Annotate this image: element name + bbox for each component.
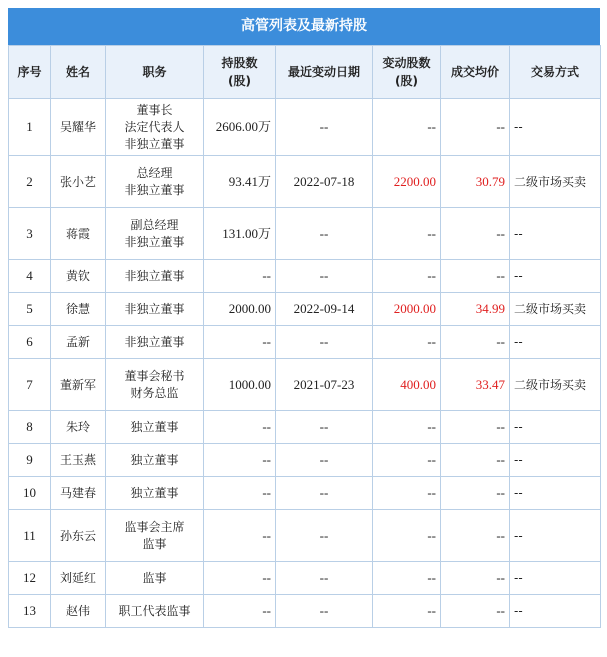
cell-method: --: [510, 477, 601, 510]
header-name: 姓名: [51, 46, 106, 99]
cell-name: 吴耀华: [51, 99, 106, 156]
executives-table: [8, 45, 601, 628]
position-line: 独立董事: [130, 485, 179, 500]
header-change: 变动股数 (股): [373, 46, 441, 99]
cell-position: [106, 326, 204, 359]
cell-method: 二级市场买卖: [510, 359, 601, 411]
table-row: [9, 156, 601, 208]
table-row: [9, 595, 601, 628]
position-line: 非独立董事: [124, 234, 185, 249]
cell-date: --: [276, 477, 373, 510]
cell-date: --: [276, 562, 373, 595]
cell-shares: --: [204, 326, 276, 359]
cell-position: [106, 359, 204, 411]
table-row: [9, 359, 601, 411]
position-line: 非独立董事: [124, 136, 185, 151]
cell-date: --: [276, 595, 373, 628]
cell-date: --: [276, 326, 373, 359]
cell-change: --: [373, 595, 441, 628]
position-line: 副总经理: [130, 217, 179, 232]
cell-no: 5: [9, 293, 51, 326]
cell-position: [106, 444, 204, 477]
cell-change: --: [373, 208, 441, 260]
cell-no: 12: [9, 562, 51, 595]
cell-shares: 93.41万: [204, 156, 276, 208]
position-line: 非独立董事: [124, 182, 185, 197]
cell-change: --: [373, 562, 441, 595]
header-shares: 持股数 (股): [204, 46, 276, 99]
cell-method: --: [510, 411, 601, 444]
holdings-panel: [8, 8, 600, 628]
cell-shares: --: [204, 477, 276, 510]
cell-shares: --: [204, 411, 276, 444]
table-row: [9, 208, 601, 260]
table-row: [9, 326, 601, 359]
cell-price: --: [441, 411, 510, 444]
cell-shares: 2000.00: [204, 293, 276, 326]
cell-date: --: [276, 99, 373, 156]
cell-shares: 1000.00: [204, 359, 276, 411]
cell-position: [106, 99, 204, 156]
cell-shares: --: [204, 595, 276, 628]
cell-name: 孟新: [51, 326, 106, 359]
cell-change: 2200.00: [373, 156, 441, 208]
table-row: [9, 411, 601, 444]
cell-position: [106, 411, 204, 444]
cell-no: 9: [9, 444, 51, 477]
position-line: 独立董事: [130, 419, 179, 434]
cell-name: 张小艺: [51, 156, 106, 208]
position-line: 监事: [142, 536, 167, 551]
cell-date: --: [276, 260, 373, 293]
cell-price: --: [441, 595, 510, 628]
cell-no: 4: [9, 260, 51, 293]
position-line: 董事会秘书: [124, 368, 185, 383]
cell-no: 3: [9, 208, 51, 260]
cell-date: --: [276, 411, 373, 444]
cell-price: --: [441, 99, 510, 156]
cell-price: --: [441, 510, 510, 562]
cell-no: 8: [9, 411, 51, 444]
cell-shares: --: [204, 510, 276, 562]
position-line: 职工代表监事: [118, 603, 191, 618]
cell-price: --: [441, 260, 510, 293]
cell-price: --: [441, 326, 510, 359]
cell-shares: --: [204, 562, 276, 595]
cell-price: --: [441, 562, 510, 595]
cell-name: 赵伟: [51, 595, 106, 628]
cell-price: --: [441, 444, 510, 477]
cell-method: --: [510, 99, 601, 156]
cell-position: [106, 260, 204, 293]
position-line: 监事: [142, 570, 167, 585]
table-row: [9, 562, 601, 595]
cell-no: 1: [9, 99, 51, 156]
cell-shares: 131.00万: [204, 208, 276, 260]
cell-name: 孙东云: [51, 510, 106, 562]
cell-no: 2: [9, 156, 51, 208]
header-method: 交易方式: [510, 46, 601, 99]
position-line: 非独立董事: [124, 334, 185, 349]
cell-position: [106, 562, 204, 595]
position-line: 非独立董事: [124, 268, 185, 283]
cell-position: [106, 477, 204, 510]
cell-change: 400.00: [373, 359, 441, 411]
cell-method: 二级市场买卖: [510, 293, 601, 326]
cell-method: --: [510, 326, 601, 359]
cell-method: --: [510, 444, 601, 477]
cell-date: --: [276, 444, 373, 477]
position-line: 总经理: [136, 165, 173, 180]
table-row: [9, 293, 601, 326]
cell-no: 11: [9, 510, 51, 562]
cell-date: 2022-09-14: [276, 293, 373, 326]
table-row: [9, 444, 601, 477]
cell-position: [106, 156, 204, 208]
cell-position: [106, 510, 204, 562]
position-line: 监事会主席: [124, 519, 185, 534]
cell-date: --: [276, 510, 373, 562]
cell-change: --: [373, 477, 441, 510]
header-date: 最近变动日期: [276, 46, 373, 99]
cell-price: 30.79: [441, 156, 510, 208]
cell-change: 2000.00: [373, 293, 441, 326]
cell-shares: --: [204, 260, 276, 293]
cell-method: 二级市场买卖: [510, 156, 601, 208]
cell-change: --: [373, 326, 441, 359]
header-position: 职务: [106, 46, 204, 99]
cell-price: --: [441, 477, 510, 510]
cell-position: [106, 208, 204, 260]
panel-title: 高管列表及最新持股: [8, 8, 600, 45]
table-row: [9, 510, 601, 562]
cell-change: --: [373, 260, 441, 293]
cell-change: --: [373, 411, 441, 444]
cell-name: 刘延红: [51, 562, 106, 595]
table-row: [9, 99, 601, 156]
cell-price: 34.99: [441, 293, 510, 326]
cell-no: 13: [9, 595, 51, 628]
cell-no: 7: [9, 359, 51, 411]
cell-shares: 2606.00万: [204, 99, 276, 156]
cell-change: --: [373, 510, 441, 562]
cell-change: --: [373, 99, 441, 156]
position-line: 非独立董事: [124, 301, 185, 316]
cell-no: 10: [9, 477, 51, 510]
cell-name: 蒋霞: [51, 208, 106, 260]
cell-name: 徐慧: [51, 293, 106, 326]
table-row: [9, 260, 601, 293]
cell-method: --: [510, 260, 601, 293]
cell-date: --: [276, 208, 373, 260]
position-line: 董事长: [136, 102, 173, 117]
header-no: 序号: [9, 46, 51, 99]
cell-position: [106, 293, 204, 326]
table-header-row: [9, 46, 601, 99]
cell-name: 朱玲: [51, 411, 106, 444]
header-price: 成交均价: [441, 46, 510, 99]
cell-method: --: [510, 595, 601, 628]
cell-price: --: [441, 208, 510, 260]
cell-method: --: [510, 208, 601, 260]
position-line: 独立董事: [130, 452, 179, 467]
cell-name: 王玉燕: [51, 444, 106, 477]
cell-method: --: [510, 562, 601, 595]
cell-price: 33.47: [441, 359, 510, 411]
position-line: 法定代表人: [124, 119, 185, 134]
cell-date: 2022-07-18: [276, 156, 373, 208]
cell-name: 董新军: [51, 359, 106, 411]
cell-change: --: [373, 444, 441, 477]
cell-date: 2021-07-23: [276, 359, 373, 411]
table-row: [9, 477, 601, 510]
cell-position: [106, 595, 204, 628]
position-line: 财务总监: [130, 385, 179, 400]
cell-shares: --: [204, 444, 276, 477]
cell-name: 黄钦: [51, 260, 106, 293]
cell-method: --: [510, 510, 601, 562]
cell-name: 马建春: [51, 477, 106, 510]
cell-no: 6: [9, 326, 51, 359]
